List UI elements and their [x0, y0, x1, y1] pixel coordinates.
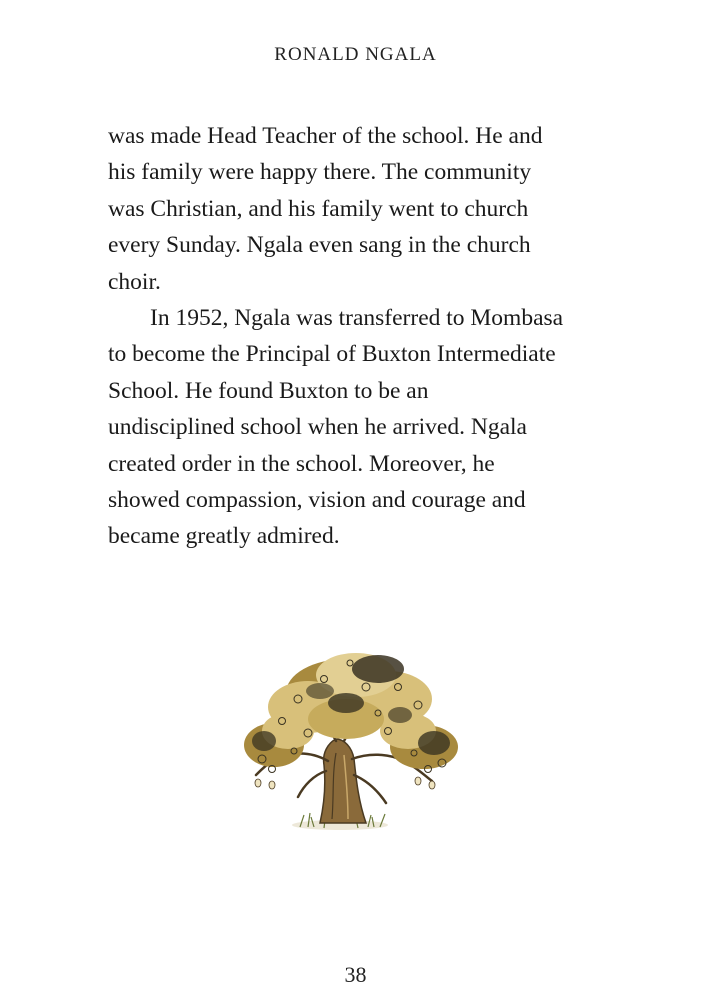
page-number: 38: [344, 962, 367, 987]
text-line: In 1952, Ngala was transferred to Mombasa: [150, 305, 564, 332]
text-line: choir.: [108, 268, 161, 295]
text-line: to become the Principal of Buxton Intermediate: [108, 341, 556, 368]
text-line: undisciplined school when he arrived. Ngala: [108, 414, 527, 441]
text-line: created order in the school. Moreover, he: [108, 450, 495, 477]
text-line: was Christian, and his family went to church: [108, 195, 529, 222]
paragraph-1: [108, 118, 628, 300]
body-text: [108, 118, 628, 555]
text-line: his family were happy there. The community: [108, 159, 532, 186]
text-line: every Sunday. Ngala even sang in the church: [108, 232, 531, 259]
text-line: became greatly admired.: [108, 523, 340, 550]
text-line: was made Head Teacher of the school. He and: [108, 123, 543, 149]
paragraph-2: [108, 300, 628, 555]
baobab-tree-icon: [228, 635, 478, 835]
running-head: RONALD NGALA: [274, 44, 437, 65]
text-line: showed compassion, vision and courage and: [108, 487, 526, 514]
baobab-tree-illustration: [228, 635, 478, 835]
text-line: School. He found Buxton to be an: [108, 377, 429, 404]
